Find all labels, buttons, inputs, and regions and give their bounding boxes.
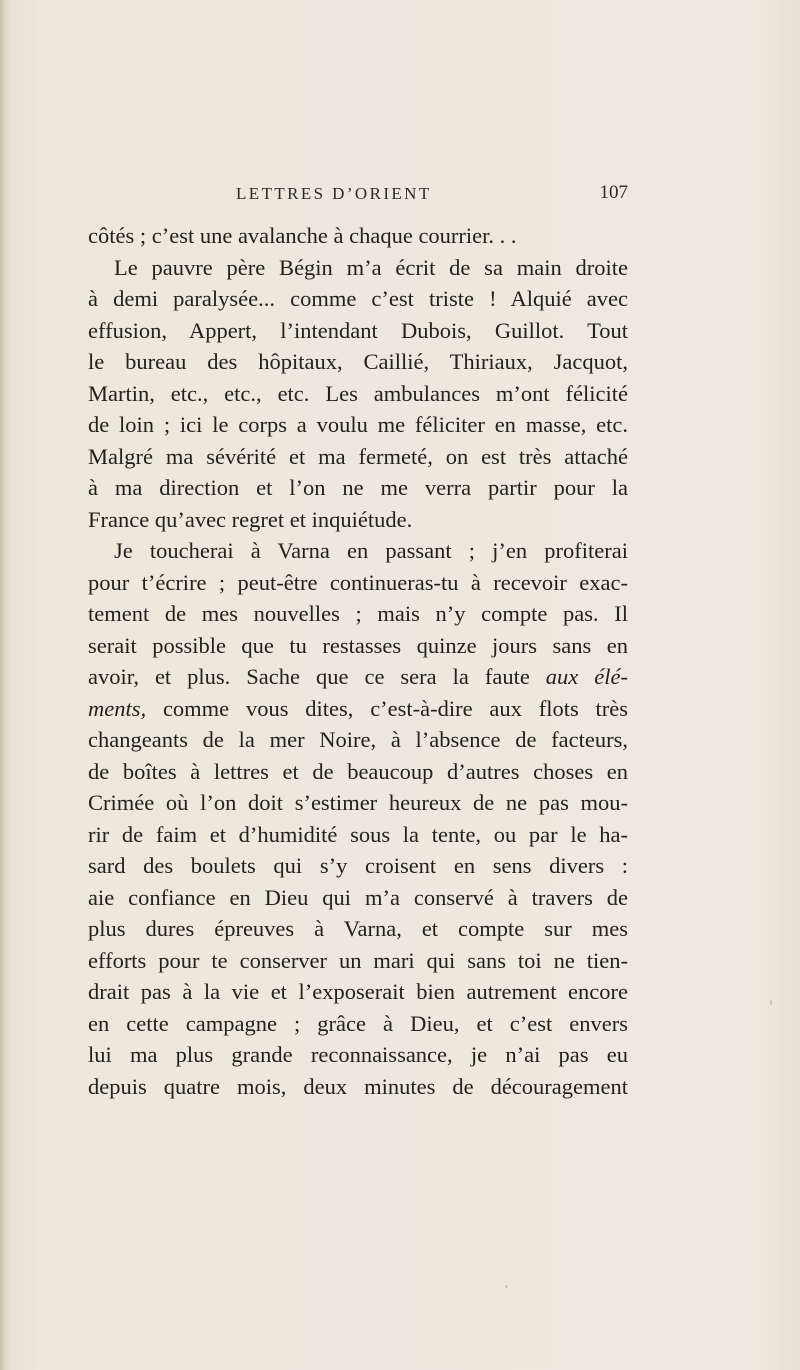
line-text: effusion, Appert, l’intendant Dubois, Guillot. Tout [88, 317, 628, 343]
line-text: avoir, et plus. Sache que ce sera la faute [88, 664, 530, 689]
text-line [88, 1039, 628, 1071]
text-line [88, 220, 628, 252]
text-line [88, 252, 628, 284]
text-line [88, 693, 628, 725]
body-text [88, 220, 628, 1102]
line-text: Je toucherai à Varna en passant ; j’en profiterai [114, 538, 628, 563]
line-text: le bureau des hôpitaux, Caillié, Thiriaux, Jacquot, [88, 349, 628, 374]
line-text: plus dures épreuves à Varna, et compte sur mes [88, 916, 628, 941]
line-text: sard des boulets qui s’y croisent en sens divers : [88, 853, 628, 878]
text-line [88, 724, 628, 756]
text-line [88, 1008, 628, 1040]
line-text: pour t’écrire ; peut-être continueras-tu à recevoir exac- [88, 569, 628, 595]
line-text: comme vous dites, c’est-à-dire aux flots très [162, 695, 628, 721]
page-binding-edge [0, 0, 6, 1370]
line-text: Crimée où l’on doit s’estimer heureux de ne pas mou- [88, 790, 628, 815]
text-line [88, 378, 628, 410]
text-line [88, 882, 628, 914]
line-text: drait pas à la vie et l’exposerait bien autrement encore [88, 979, 628, 1004]
line-text: de boîtes à lettres et de beaucoup d’autres choses en [88, 758, 628, 784]
line-text: à ma direction et l’on ne me verra partir pour la [88, 475, 628, 500]
text-line [88, 535, 628, 567]
line-text: côtés ; c’est une avalanche à chaque courrier. . . [88, 223, 517, 248]
line-text: à demi paralysée... comme c’est triste ! Alquié avec [88, 286, 628, 311]
line-text: depuis quatre mois, deux minutes de découragement [88, 1073, 628, 1099]
italic-text: aux élé- [545, 664, 628, 689]
line-text: Le pauvre père Bégin m’a écrit de sa main droite [114, 254, 628, 280]
page-number: 107 [599, 182, 628, 203]
line-text: France qu’avec regret et inquiétude. [88, 506, 413, 532]
text-line [88, 1071, 628, 1103]
text-line [88, 315, 628, 347]
text-line [88, 409, 628, 441]
text-line [88, 346, 628, 378]
line-text: rir de faim et d’humidité sous la tente, ou par le ha- [88, 821, 628, 847]
text-line [88, 819, 628, 851]
text-line [88, 283, 628, 315]
line-text: efforts pour te conserver un mari qui sans toi ne tien- [88, 947, 628, 973]
line-text: tement de mes nouvelles ; mais n’y compte pas. Il [88, 601, 628, 626]
text-line [88, 504, 628, 536]
text-line [88, 567, 628, 599]
italic-text: ments, [88, 695, 147, 721]
text-line [88, 850, 628, 882]
text-line [88, 787, 628, 819]
text-line [88, 945, 628, 977]
line-text: Malgré ma sévérité et ma fermeté, on est très attaché [88, 443, 628, 469]
text-line [88, 756, 628, 788]
text-line [88, 913, 628, 945]
text-line [88, 630, 628, 662]
line-text: Martin, etc., etc., etc. Les ambulances m’ont félicité [88, 380, 628, 406]
line-text: en cette campagne ; grâce à Dieu, et c’est envers [88, 1010, 628, 1036]
line-text: lui ma plus grande reconnaissance, je n’ai pas eu [88, 1042, 628, 1067]
text-line [88, 598, 628, 630]
running-title: LETTRES D’ORIENT [236, 184, 432, 203]
text-line [88, 976, 628, 1008]
paper-speck [770, 1000, 772, 1005]
text-line [88, 472, 628, 504]
text-line [88, 441, 628, 473]
text-line [88, 661, 628, 693]
line-text: aie confiance en Dieu qui m’a conservé à travers de [88, 884, 628, 910]
line-text: de loin ; ici le corps a voulu me féliciter en masse, etc. [88, 412, 628, 437]
line-text: changeants de la mer Noire, à l’absence de facteurs, [88, 727, 628, 752]
line-text: serait possible que tu restasses quinze jours sans en [88, 632, 628, 658]
paper-speck [505, 1285, 508, 1288]
running-header [88, 180, 628, 210]
